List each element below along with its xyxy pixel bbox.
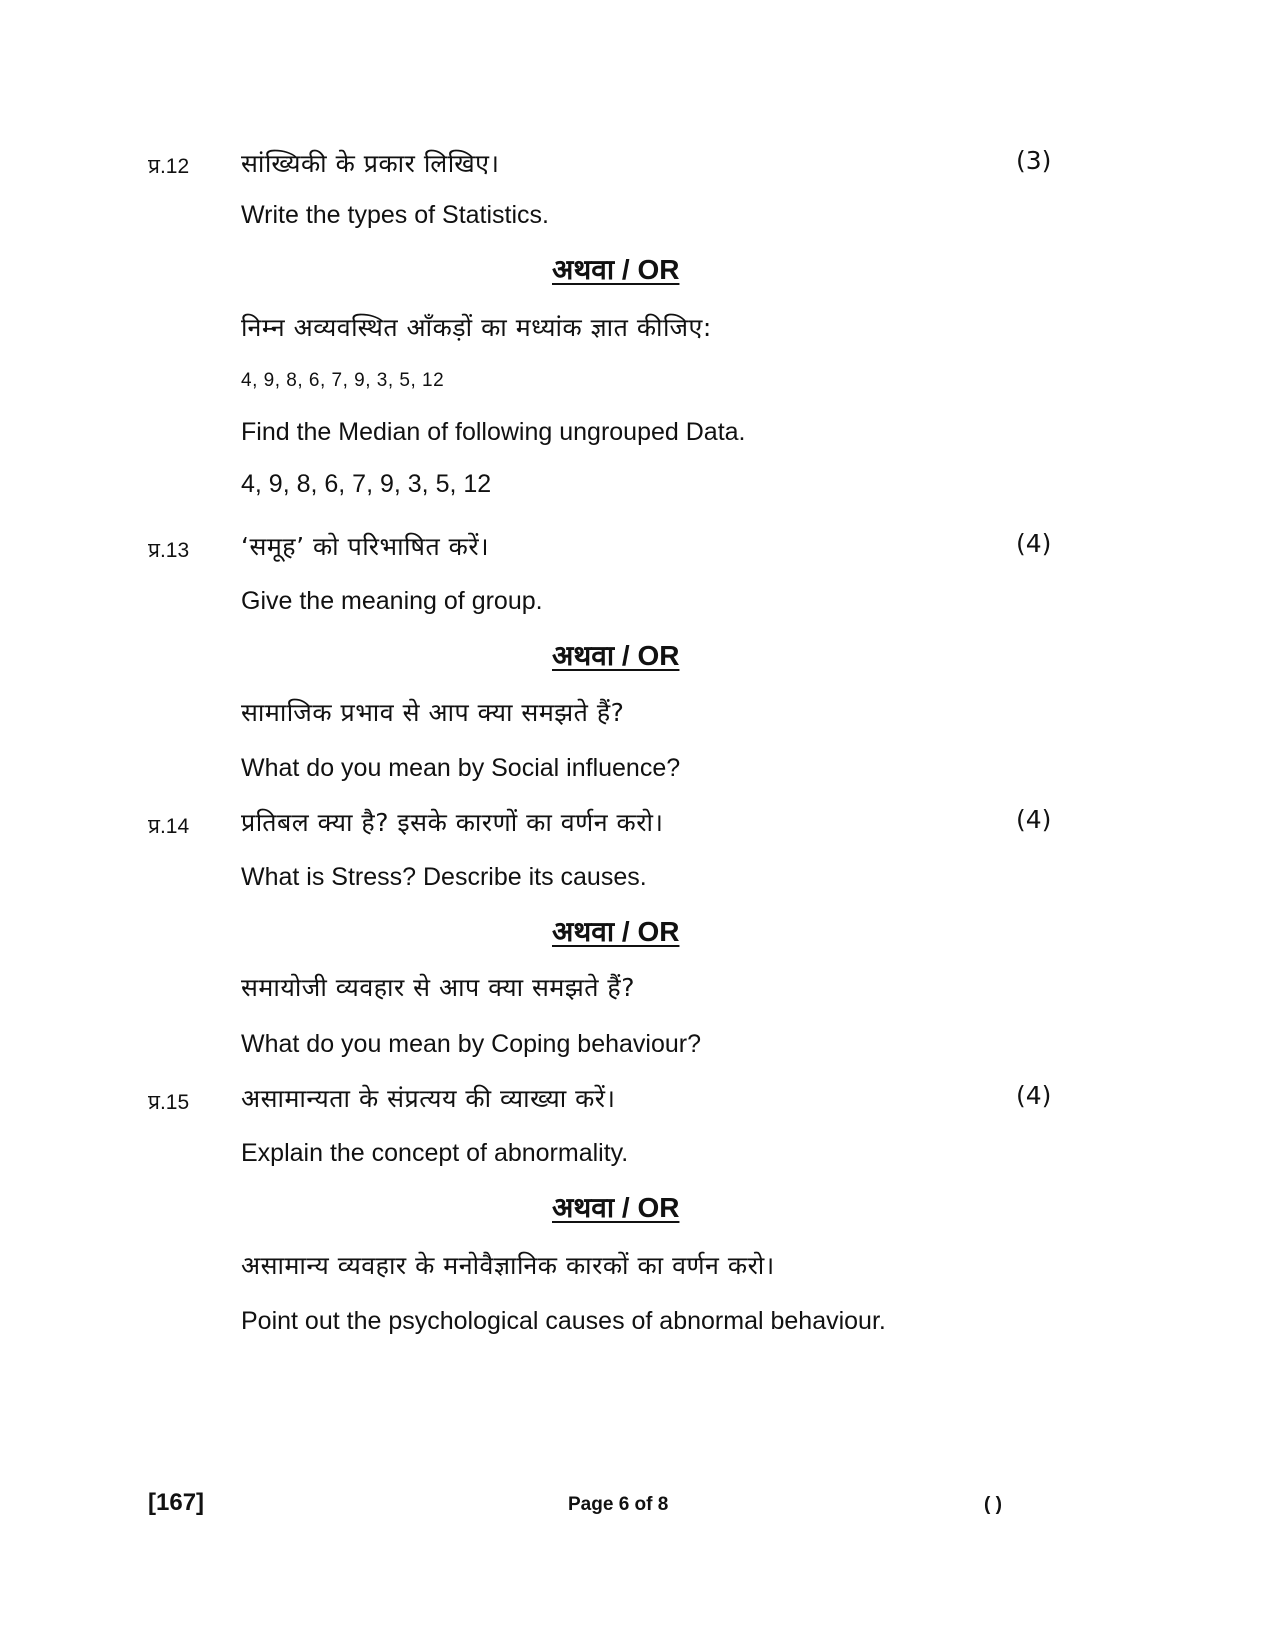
question-text-english: Write the types of Statistics.: [241, 201, 549, 229]
question-number: प्र.12: [148, 155, 190, 178]
data-values-english: 4, 9, 8, 6, 7, 9, 3, 5, 12: [241, 470, 492, 498]
marks-label: (4): [1016, 805, 1052, 834]
question-text-hindi: प्रतिबल क्या है? इसके कारणों का वर्णन करो।: [241, 808, 664, 837]
or-separator: अथवा / OR: [552, 640, 680, 671]
marks-label: (4): [1016, 529, 1052, 558]
or-separator: अथवा / OR: [552, 254, 680, 285]
or-separator: अथवा / OR: [552, 1192, 680, 1223]
question-text-hindi: असामान्यता के संप्रत्यय की व्याख्या करें।: [241, 1084, 616, 1113]
page-number: Page 6 of 8: [568, 1494, 669, 1515]
data-values-hindi: 4, 9, 8, 6, 7, 9, 3, 5, 12: [241, 370, 445, 391]
alternative-text-hindi: असामान्य व्यवहार के मनोवैज्ञानिक कारकों का वर्णन करो।: [241, 1251, 775, 1280]
question-number: प्र.13: [148, 539, 190, 562]
alternative-text-english: Point out the psychological causes of abnormal behaviour.: [241, 1307, 886, 1335]
alternative-text-english: Find the Median of following ungrouped Data.: [241, 418, 746, 446]
alternative-text-english: What do you mean by Social influence?: [241, 754, 681, 782]
question-text-english: Give the meaning of group.: [241, 587, 543, 615]
alternative-text-hindi: सामाजिक प्रभाव से आप क्या समझते हैं?: [241, 698, 625, 727]
question-text-hindi: सांख्यिकी के प्रकार लिखिए।: [241, 149, 500, 178]
marks-label: (3): [1016, 146, 1052, 175]
paper-code: [167]: [148, 1489, 205, 1516]
alternative-text-hindi: समायोजी व्यवहार से आप क्या समझते हैं?: [241, 973, 635, 1002]
question-number: प्र.15: [148, 1091, 190, 1114]
question-text-english: What is Stress? Describe its causes.: [241, 863, 647, 891]
question-number: प्र.14: [148, 815, 190, 838]
alternative-text-hindi: निम्न अव्यवस्थित आँकड़ों का मध्यांक ज्ञात कीजिए:: [241, 313, 712, 342]
alternative-text-english: What do you mean by Coping behaviour?: [241, 1030, 702, 1058]
or-separator: अथवा / OR: [552, 916, 680, 947]
marks-label: (4): [1016, 1081, 1052, 1110]
question-text-hindi: ‘समूह’ को परिभाषित करें।: [241, 532, 490, 561]
footer-right-mark: ( ): [984, 1494, 1002, 1515]
question-text-english: Explain the concept of abnormality.: [241, 1139, 629, 1167]
